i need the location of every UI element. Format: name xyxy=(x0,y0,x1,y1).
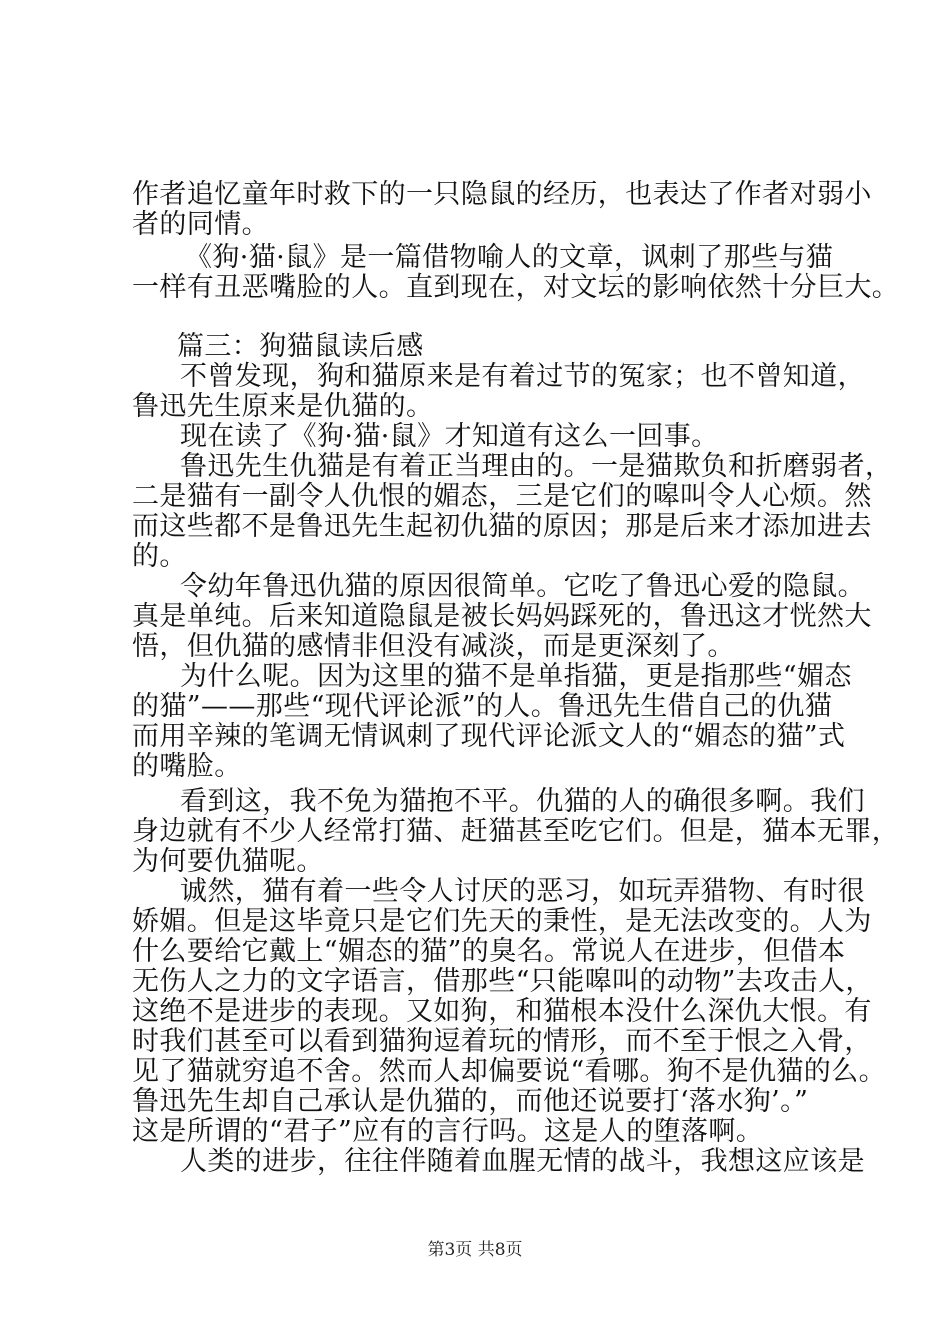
text-line-17: 的猫”——那些“现代评论派”的人。鲁迅先生借自己的仇猫 xyxy=(132,691,833,722)
text-line-14: 真是单纯。后来知道隐鼠是被长妈妈踩死的，鲁迅这才恍然大 xyxy=(132,601,872,632)
section-heading: 篇三：狗猫鼠读后感 xyxy=(177,331,424,362)
text-line-32: 人类的进步，往往伴随着血腥无情的战斗，我想这应该是 xyxy=(180,1146,865,1177)
text-line-30: 鲁迅先生却自己承认是仇猫的，而他还说要打‘落水狗’。” xyxy=(132,1086,809,1117)
text-line-9: 鲁迅先生仇猫是有着正当理由的。一是猫欺负和折磨弱者， xyxy=(180,451,893,482)
text-line-7: 鲁迅先生原来是仇猫的。 xyxy=(132,391,434,422)
text-line-22: 为何要仇猫呢。 xyxy=(132,846,324,877)
text-line-12: 的。 xyxy=(132,541,187,572)
text-line-13: 令幼年鲁迅仇猫的原因很简单。它吃了鲁迅心爱的隐鼠。 xyxy=(180,571,865,602)
text-line-25: 什么要给它戴上“媚态的猫”的臭名。常说人在进步，但借本 xyxy=(132,936,846,967)
text-line-8: 现在读了《狗·猫·鼠》才知道有这么一回事。 xyxy=(180,421,719,452)
text-line-3: 《狗·猫·鼠》是一篇借物喻人的文章，讽刺了那些与猫 xyxy=(185,242,834,273)
text-line-29: 见了猫就穷追不舍。然而人却偏要说“看哪。狗不是仇猫的么。 xyxy=(132,1056,887,1087)
text-line-15: 悟，但仇猫的感情非但没有减淡，而是更深刻了。 xyxy=(132,631,735,662)
text-line-11: 而这些都不是鲁迅先生起初仇猫的原因；那是后来才添加进去 xyxy=(132,511,872,542)
text-line-21: 身边就有不少人经常打猫、赶猫甚至吃它们。但是，猫本无罪， xyxy=(132,816,900,847)
text-line-1: 作者追忆童年时救下的一只隐鼠的经历，也表达了作者对弱小 xyxy=(132,179,872,210)
page-number: 第3页 共8页 xyxy=(427,1240,523,1260)
text-line-6: 不曾发现，狗和猫原来是有着过节的冤家；也不曾知道， xyxy=(180,361,865,392)
text-line-31: 这是所谓的“君子”应有的言行吗。这是人的堕落啊。 xyxy=(132,1116,764,1147)
text-line-24: 娇媚。但是这毕竟只是它们先天的秉性，是无法改变的。人为 xyxy=(132,906,872,937)
text-line-20: 看到这，我不免为猫抱不平。仇猫的人的确很多啊。我们 xyxy=(180,786,865,817)
text-line-2: 者的同情。 xyxy=(132,209,269,240)
text-line-4: 一样有丑恶嘴脸的人。直到现在，对文坛的影响依然十分巨大。 xyxy=(132,272,900,303)
text-line-18: 而用辛辣的笔调无情讽刺了现代评论派文人的“媚态的猫”式 xyxy=(132,721,846,752)
text-line-28: 时我们甚至可以看到猫狗逗着玩的情形，而不至于恨之入骨， xyxy=(132,1026,872,1057)
text-line-23: 诚然，猫有着一些令人讨厌的恶习，如玩弄猎物、有时很 xyxy=(180,876,865,907)
text-line-19: 的嘴脸。 xyxy=(132,751,242,782)
text-line-27: 这绝不是进步的表现。又如狗，和猫根本没什么深仇大恨。有 xyxy=(132,996,872,1027)
text-line-26: 无伤人之力的文字语言，借那些“只能嗥叫的动物”去攻击人， xyxy=(132,966,873,997)
text-line-16: 为什么呢。因为这里的猫不是单指猫，更是指那些“媚态 xyxy=(180,661,852,692)
text-line-10: 二是猫有一副令人仇恨的媚态，三是它们的嗥叫令人心烦。然 xyxy=(132,481,872,512)
